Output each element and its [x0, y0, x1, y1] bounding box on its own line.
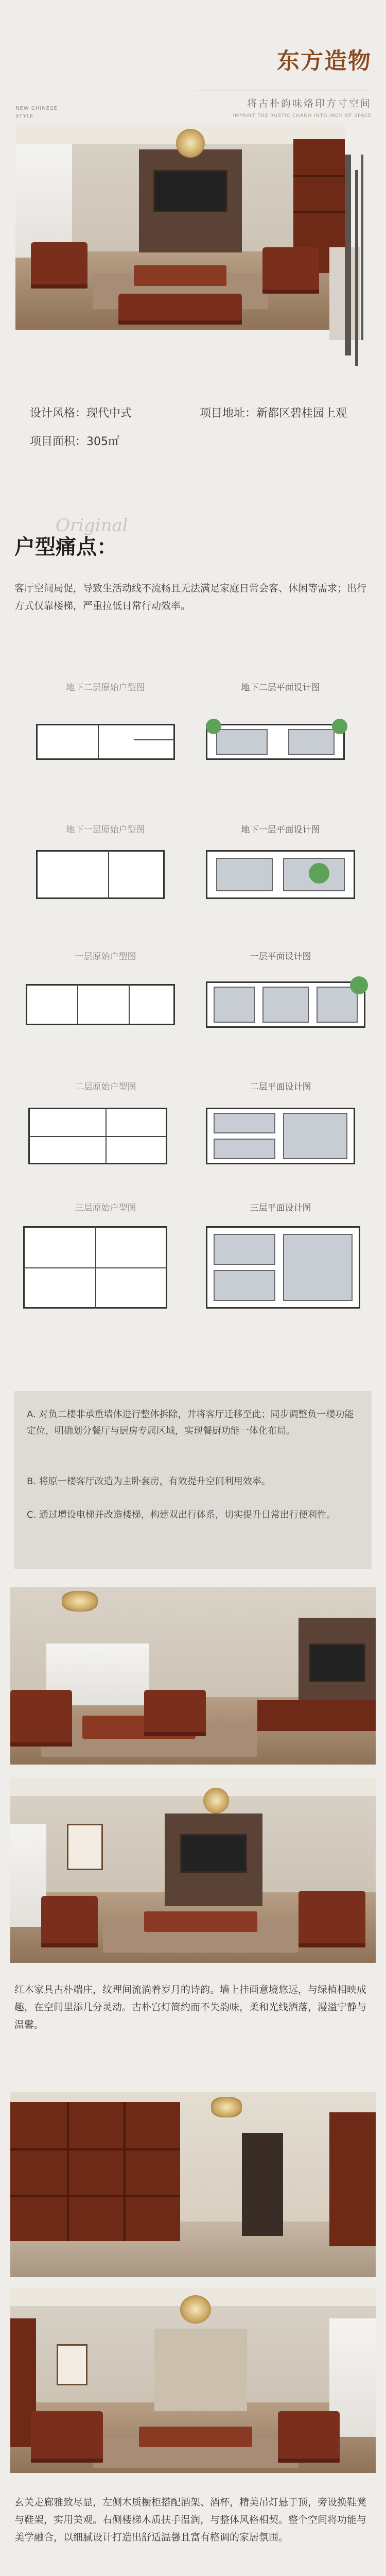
plan-label-orig: 地下一层原始户型图 — [66, 825, 145, 835]
project-address: 项目地址：新都区碧桂园上观 — [200, 407, 347, 420]
design-notes — [14, 1391, 372, 1569]
section-title: 户型痛点： — [14, 535, 117, 559]
design-style: 设计风格：现代中式 — [30, 407, 132, 420]
floor-plan-original — [28, 1108, 167, 1164]
section-deco: Original — [56, 515, 128, 536]
note-a: A. 对负二楼非承重墙体进行整体拆除，并将客厅迁移至此；同步调整负一楼功能定位，明确划分餐厅与厨房专属区域，实现餐厨功能一体化布局。 — [27, 1409, 354, 1436]
description-2: 玄关走廊雅致尽显，左侧木质橱柜搭配酒架、酒杯，精美吊灯悬于顶，旁设换鞋凳与鞋架，实用美观。右侧楼梯木质扶手温润，与整体风格相契。整个空间将功能与美学融合，以细腻设计打造出舒适温馨且富有格调的家居氛围。 — [14, 2497, 367, 2543]
floor-plan-design — [206, 1108, 345, 1164]
plan-label-design: 二层平面设计图 — [250, 1082, 311, 1092]
note-b: B. 将原一楼客厅改造为主卧套房，有效提升空间利用效率。 — [27, 1476, 271, 1487]
floor-plan-design — [206, 1226, 345, 1309]
floor-plan-design — [206, 850, 345, 907]
brand-label: NEW CHINESE — [15, 106, 58, 111]
entrance-photo — [10, 2092, 376, 2277]
description-1: 红木家具古朴端庄，纹理间流淌着岁月的诗韵。墙上挂画意境悠远，与绿植相映成趣，在空间里添几分灵动。古朴宫灯简约而不失韵味，柔和光线洒落，漫溢宁静与温馨。 — [14, 1984, 367, 2030]
plan-label-design: 地下一层平面设计图 — [241, 825, 320, 835]
living-room-photo-3 — [10, 2287, 376, 2473]
floor-plan-design — [206, 719, 345, 775]
plan-label-design: 三层平面设计图 — [250, 1203, 311, 1213]
floor-plan-original — [26, 976, 165, 1033]
plan-label-orig: 地下二层原始户型图 — [66, 683, 145, 693]
plan-label-orig: 三层原始户型图 — [75, 1203, 136, 1213]
page-subtitle: 将古朴韵味烙印方寸空间 — [247, 98, 372, 109]
brand-style-label: STYLE — [15, 113, 34, 119]
floor-plan-original — [36, 850, 175, 907]
plan-label-design: 地下二层平面设计图 — [241, 683, 320, 693]
living-room-photo-2 — [10, 1777, 376, 1963]
note-c: C. 通过增设电梯并改造楼梯，构建双出行体系，切实提升日常出行便利性。 — [27, 1510, 336, 1520]
plan-label-orig: 一层原始户型图 — [75, 952, 136, 962]
plan-label-design: 一层平面设计图 — [250, 952, 311, 962]
plan-label-orig: 二层原始户型图 — [75, 1082, 136, 1092]
floor-plan-original — [36, 719, 175, 775]
decor-bar — [355, 170, 358, 366]
living-room-photo — [10, 1587, 376, 1765]
hero-image — [15, 124, 345, 330]
page-subtitle-en: IMPRINT THE RUSTIC CHARM INTO INCH OF SPACE — [233, 113, 372, 118]
floor-plan-original — [23, 1226, 162, 1309]
floor-plan-design — [206, 976, 345, 1033]
page-title: 东方造物 — [277, 48, 372, 74]
project-area: 项目面积：305㎡ — [30, 435, 119, 448]
decor-bar — [361, 155, 363, 340]
decor-bar — [345, 155, 351, 355]
pain-points-text: 客厅空间局促，导致生活动线不流畅且无法满足家庭日常会客、休闲等需求；出行方式仅靠楼梯，严重拉低日常行动效率。 — [14, 583, 367, 612]
